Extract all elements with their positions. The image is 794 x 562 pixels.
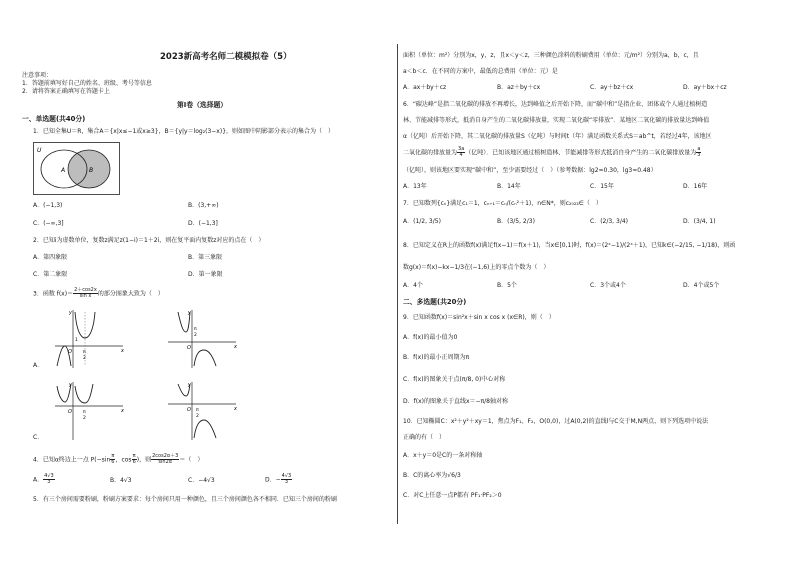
q1-option-c: C．(−∞,3]	[33, 220, 64, 227]
q6-option-d: D．16年	[683, 183, 708, 190]
venn-label-b: B	[89, 167, 94, 174]
q2-stem: 2．已知i为虚数单位，复数z满足z(1−i)＝1＋2i，则在复平面内复数z对应的点在（ ）	[33, 237, 265, 244]
q6-line-1: 6．“碳达峰”是指二氧化碳的排放不再增长，达到峰值之后开始下降，而“碳中和”是指企业、团体或个人通过植树造	[403, 101, 708, 108]
svg-text:π: π	[83, 350, 86, 355]
q3-option-c-label: C．	[33, 434, 44, 441]
svg-text:1: 1	[75, 338, 78, 343]
q9-option-b: B．f(x)的最小正周期为π	[403, 354, 470, 361]
q10-line-1: 10．已知椭圆C：x²＋y²＋xy＝1，焦点为F₁、F₂，O(0,0)，过A(0,2)的直线l与C交于M,N两点，则下列选项中说法	[403, 418, 709, 425]
venn-label-u: U	[37, 147, 42, 154]
q7-option-a: A．(1/2, 3/5)	[403, 218, 441, 225]
svg-text:O: O	[187, 345, 191, 351]
q4-option-b: B．4√3	[110, 477, 132, 484]
q6-line-3: α（亿吨）后开始下降，其二氧化碳的排放量S（亿吨）与时间t（年）满足函数关系式S＝ab^t，若经过4年，该地区	[403, 133, 712, 140]
q3-fraction: $\frac{2+\cos 2x}{\text{sin x}}$	[74, 287, 97, 300]
svg-text:π: π	[194, 327, 197, 332]
q3-graph-c	[55, 380, 125, 440]
q8-option-a: A．4个	[403, 282, 423, 289]
q6-line-2: 林、节能减排等形式，抵消自身产生的二氧化碳排放量，实现二氧化碳“零排放”．某地区二氧化碳的排放量达到峰值	[403, 117, 710, 124]
q10-option-c: C．对C上任意一点P都有 PF₁·PF₂＞0	[403, 492, 502, 499]
q2-option-c: C．第二象限	[33, 271, 68, 278]
q3-graph-a	[55, 308, 125, 368]
svg-text:π: π	[196, 408, 199, 413]
svg-text:2: 2	[196, 414, 199, 419]
q5-stem: 5．有三个房间需要粉刷，粉刷方案要求：每个房间只用一种颜色，且三个房间颜色各不相同．已知三个房间的粉刷	[33, 496, 337, 503]
svg-text:O: O	[68, 409, 72, 415]
section-heading-single-choice: 一、单选题(共40分)	[22, 115, 86, 123]
q10-line-2: 正确的有（ ）	[403, 434, 446, 441]
q6-line-4: 二氧化碳的排放量为 $\frac{3a}{4}$ （亿吨）．已知该地区通过植树造林、节能减排等形式抵消自身产生的二氧化碳排放量为 $\frac{a}{3}$	[403, 146, 701, 159]
q4-option-d: D．− $\frac{4√3}{3}$	[265, 473, 292, 486]
svg-text:2: 2	[83, 416, 86, 421]
q3-graph-d	[168, 380, 238, 440]
q8-option-d: D．4个或5个	[683, 282, 720, 289]
notice-item-1: 1．答题前填写好自己的姓名、班级、考号等信息	[22, 80, 152, 87]
q10-option-b: B．C的离心率为√6/3	[403, 472, 461, 479]
notice-heading: 注意事项：	[22, 72, 53, 79]
q1-option-b: B．(3,+∞)	[188, 202, 219, 209]
svg-text:y: y	[69, 382, 72, 388]
section-heading-multi-choice: 二、多选题(共20分)	[403, 298, 467, 306]
page-title: 2023新高考名师二模模拟卷（5）	[160, 52, 292, 62]
svg-text:x: x	[121, 408, 124, 414]
venn-label-a: A	[61, 167, 66, 174]
q7-option-b: B．(3/5, 2/3)	[497, 218, 535, 225]
svg-text:y: y	[69, 310, 72, 316]
q8-line-1: 8．已知定义在R上的函数f(x)满足f(x−1)＝f(x＋1)，当x∈[0,1)时，f(x)＝(2ˣ−1)/(2ˣ＋1)，已知k∈(−2/15, −1/18)，则函	[403, 242, 736, 249]
q8-option-b: B．5个	[497, 282, 517, 289]
q7-option-d: D．(3/4, 1)	[683, 218, 716, 225]
q6-option-b: B．14年	[497, 183, 521, 190]
svg-text:x: x	[234, 406, 237, 412]
q7-option-c: C．(2/3, 3/4)	[590, 218, 628, 225]
q10-option-a: A．x＋y＝0是C的一条对称轴	[403, 452, 483, 459]
q3-stem-pre: 3．函数 f(x)＝	[33, 290, 74, 298]
notice-item-2: 2．请将答案正确填写在答题卡上	[22, 88, 110, 95]
q9-option-a: A．f(x)的最小值为0	[403, 334, 458, 341]
q5-continued-line-2: a＜b＜c．在不同的方案中，最低的总费用（单位：元）是	[403, 68, 558, 75]
q1-stem: 1．已知全集U＝R，集合A＝{x|x≤−1或x≥3}，B＝{y|y＝log₂(3−x)}，则如图中阴影部分表示的集合为（ ）	[33, 128, 335, 135]
q5-option-a: A．ax＋by＋cz	[403, 84, 447, 91]
q4-stem: 4．已知α终边上一点 P(−sin $\frac{\pi}{6}$ ，cos $\frac{\pi}{6}$ )，则 $\frac{2\cos 2\alpha+3}{\sin 2\alpha}$ ＝（ ）	[33, 453, 204, 466]
svg-text:O: O	[68, 349, 72, 355]
q3-stem-post: 的部分图象大致为（ ）	[97, 290, 164, 298]
q3-stem	[33, 288, 164, 300]
q1-option-a: A．(−1,3)	[33, 202, 63, 209]
svg-text:π: π	[83, 410, 86, 415]
q3-graph-b	[168, 308, 238, 368]
q8-line-2: 数g(x)＝f(x)−kx−1/3在(−1,6)上的零点个数为（ ）	[403, 264, 550, 271]
q3-option-a-label: A．	[33, 362, 44, 369]
q9-option-c: C．f(x)的图象关于点(π/8, 0)中心对称	[403, 376, 506, 383]
q5-option-c: C．ay＋bz＋cx	[590, 84, 634, 91]
svg-text:x: x	[234, 344, 237, 350]
svg-text:2: 2	[83, 356, 86, 361]
q7-stem: 7．已知数列{cₙ}满足c₁＝1，cₙ₊₁＝cₙ/(cₙ²＋1)，n∈N*，则c₂₀₂₃∈（ ）	[403, 200, 602, 207]
svg-text:y: y	[188, 310, 191, 316]
q5-option-b: B．az＋by＋cx	[497, 84, 541, 91]
q5-continued-line-1: 面积（单位：m²）分别为x，y，z，且x＜y＜z，三种颜色涂料的粉刷费用（单位：元/m²）分别为a，b，c，且	[403, 52, 699, 59]
q5-option-d: D．ay＋bx＋cz	[683, 84, 727, 91]
svg-text:x: x	[121, 348, 124, 354]
q2-option-d: D．第一象限	[188, 271, 223, 278]
q4-option-a: A． $\frac{4√3}{3}$	[33, 473, 54, 486]
q6-option-c: C．15年	[590, 183, 614, 190]
q6-line-5: （亿吨），则该地区要实现“碳中和”，至少需要经过（ ）（参考数据：lg2≈0.30，lg3≈0.48）	[403, 167, 657, 174]
q1-option-d: D．(−1,3]	[188, 220, 218, 227]
q9-stem: 9．已知函数f(x)＝sin²x＋sin x cos x (x∈R)，则（ ）	[403, 314, 555, 321]
q2-option-a: A．第四象限	[33, 254, 68, 261]
q8-option-c: C．3个或4个	[590, 282, 626, 289]
svg-text:O: O	[187, 407, 191, 413]
svg-text:2: 2	[194, 333, 197, 338]
volume-heading: 第Ⅰ卷（选择题）	[177, 101, 228, 109]
q4-option-c: C．−4√3	[188, 477, 215, 484]
venn-diagram	[33, 142, 121, 196]
q9-option-d: D．f(x)的图象关于直线x＝−π/8轴对称	[403, 398, 508, 405]
q6-option-a: A．13年	[403, 183, 427, 190]
svg-text:y: y	[188, 382, 191, 388]
column-divider	[397, 44, 398, 524]
q2-option-b: B．第三象限	[188, 254, 223, 261]
